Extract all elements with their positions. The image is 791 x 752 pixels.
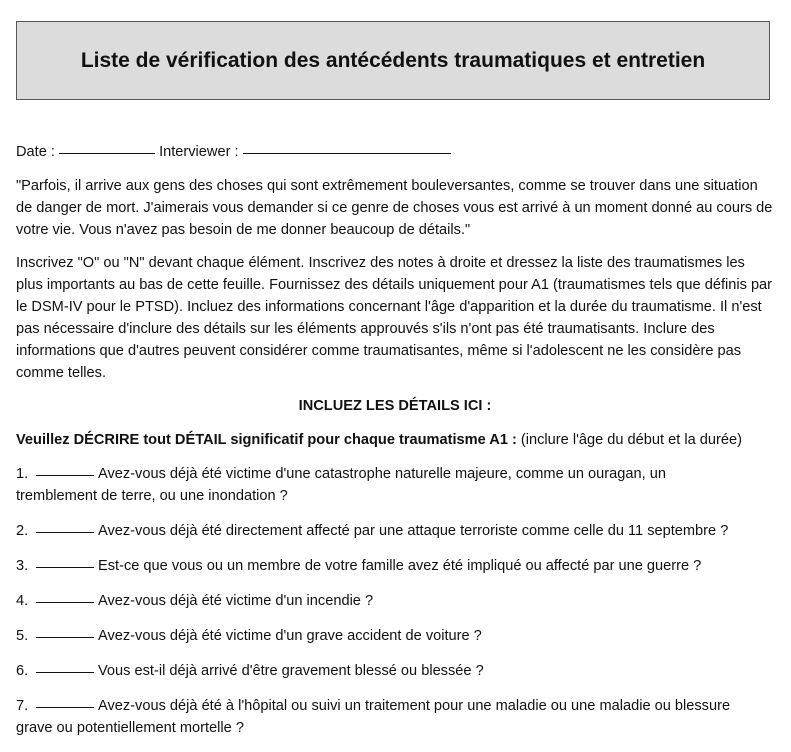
describe-rest: (inclure l'âge du début et la durée) [520, 432, 742, 448]
meta-line [16, 141, 774, 163]
item-text: Avez-vous déjà été victime d'un incendie ? [98, 593, 374, 609]
item-question [36, 590, 774, 612]
item-question [16, 463, 774, 507]
item-text: Avez-vous déjà été directement affecté par une attaque terroriste comme celle du 11 septembre ? [98, 523, 729, 539]
answer-blank[interactable] [36, 693, 94, 708]
item-text: Avez-vous déjà été victime d'une catastrophe naturelle majeure, comme un ouragan, un [98, 466, 666, 482]
item-question [36, 660, 774, 682]
checklist-item [16, 520, 774, 542]
interviewer-field[interactable] [243, 139, 451, 154]
item-text-continued: grave ou potentiellement mortelle ? [16, 720, 244, 736]
item-question [16, 695, 774, 739]
item-question [36, 555, 774, 577]
item-number: 2. [16, 523, 29, 539]
item-text-continued: tremblement de terre, ou une inondation ? [16, 488, 288, 504]
item-number: 1. [16, 466, 29, 482]
describe-bold: Veuillez DÉCRIRE tout DÉTAIL significatif pour chaque traumatisme A1 : [16, 432, 517, 448]
answer-blank[interactable] [36, 588, 94, 603]
checklist-item [16, 660, 774, 682]
item-number: 7. [16, 698, 29, 714]
item-text: Vous est-il déjà arrivé d'être gravement blessé ou blessée ? [98, 663, 484, 679]
answer-blank[interactable] [36, 553, 94, 568]
answer-blank[interactable] [36, 658, 94, 673]
item-number: 4. [16, 593, 29, 609]
form-content [16, 141, 774, 752]
date-field[interactable] [59, 139, 155, 154]
interviewer-label: Interviewer : [159, 144, 239, 160]
item-number: 3. [16, 558, 29, 574]
instructions: Inscrivez "O" ou "N" devant chaque élément. Inscrivez des notes à droite et dressez la liste des traumatismes les plus importants au bas de cette feuille. Fournissez des détails uniquement pour A1 (traumatismes tels que définis par le DSM-IV pour le PTSD). Incluez des informations concernant l'âge d'apparition et la durée du traumatisme. Il n'est pas nécessaire d'inclure des détails sur les éléments approuvés s'ils n'ont pas été traumatisants. Inclure des informations que d'autres peuvent considérer comme traumatisantes, même si l'adolescent ne les considère pas comme telles. [16, 255, 773, 381]
item-text: Est-ce que vous ou un membre de votre famille avez été impliqué ou affecté par une guerre ? [98, 558, 702, 574]
title-box [16, 21, 770, 100]
checklist [16, 463, 774, 739]
date-label: Date : [16, 144, 55, 160]
page-title: Liste de vérification des antécédents traumatiques et entretien [80, 48, 706, 72]
details-heading: INCLUEZ LES DÉTAILS ICI : [298, 398, 492, 414]
checklist-item [16, 590, 774, 612]
item-number: 5. [16, 628, 29, 644]
intro-quote: "Parfois, il arrive aux gens des choses qui sont extrêmement bouleversantes, comme se trouver dans une situation de danger de mort. J'aimerais vous demander si ce genre de choses vous est arrivé à un moment donné au cours de votre vie. Vous n'avez pas besoin de me donner beaucoup de détails." [16, 178, 773, 238]
describe-instruction [16, 429, 774, 451]
checklist-item [16, 695, 774, 739]
checklist-item [16, 625, 774, 647]
answer-blank[interactable] [36, 623, 94, 638]
checklist-item [16, 463, 774, 507]
item-number: 6. [16, 663, 29, 679]
checklist-item [16, 555, 774, 577]
item-question [36, 520, 774, 542]
answer-blank[interactable] [36, 461, 94, 476]
item-text: Avez-vous déjà été victime d'un grave accident de voiture ? [98, 628, 482, 644]
item-question [36, 625, 774, 647]
answer-blank[interactable] [36, 518, 94, 533]
item-text: Avez-vous déjà été à l'hôpital ou suivi un traitement pour une maladie ou une maladie ou blessure [98, 698, 731, 714]
